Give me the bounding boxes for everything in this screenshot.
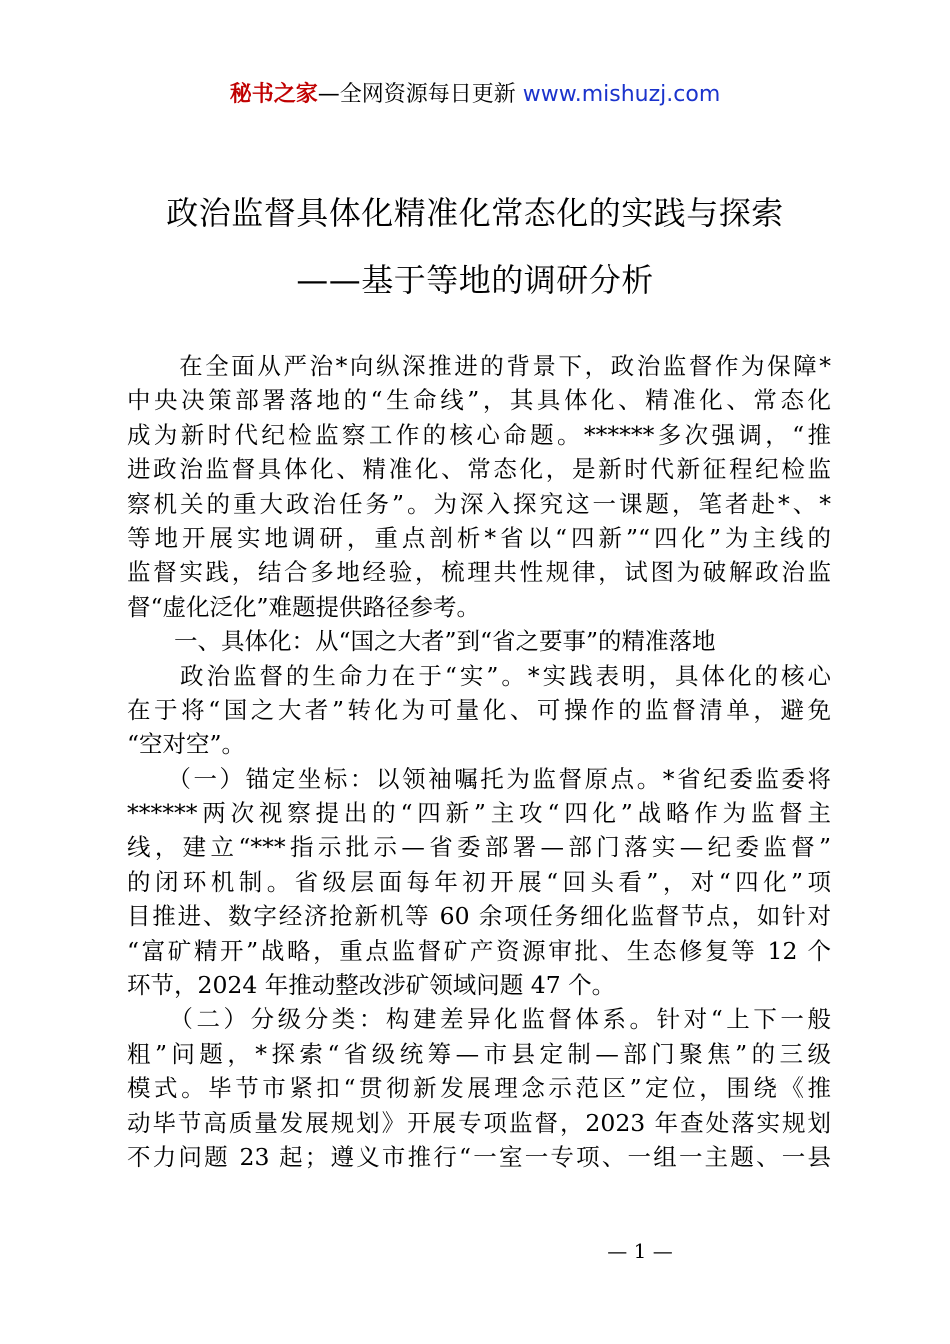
body-line: 一、具体化：从“国之大者”到“省之要事”的精准落地 (127, 627, 716, 656)
body-line: 动毕节高质量发展规划》开展专项监督，2023 年查处落实规划 (127, 1108, 831, 1137)
body-line: 在于将“国之大者”转化为可量化、可操作的监督清单，避免 (127, 695, 831, 724)
page-number: — 1 — (607, 1239, 673, 1263)
site-brand-name: 秘书之家 (229, 82, 318, 107)
body-line: 不力问题 23 起；遵义市推行“一室一专项、一组一主题、一县 (127, 1142, 831, 1171)
body-line: 粗”问题，*探索“省级统筹—市县定制—部门聚焦”的三级 (127, 1039, 831, 1068)
body-line: 察机关的重大政治任务”。为深入探究这一课题，笔者赴*、* (127, 489, 831, 518)
body-line: “空对空”。 (127, 730, 246, 759)
body-line: 督“虚化泛化”难题提供路径参考。 (127, 592, 481, 621)
body-line: ******两次视察提出的“四新”主攻“四化”战略作为监督主 (127, 799, 831, 828)
body-line: 模式。毕节市紧扣“贯彻新发展理念示范区”定位，围绕《推 (127, 1074, 831, 1103)
body-line: 政治监督的生命力在于“实”。*实践表明，具体化的核心 (127, 661, 831, 690)
site-url-link[interactable]: www.mishuzj.com (522, 82, 721, 107)
body-line: 中央决策部署落地的“生命线”，其具体化、精准化、常态化 (127, 386, 831, 415)
body-line: 等地开展实地调研，重点剖析*省以“四新”“四化”为主线的 (127, 523, 831, 552)
site-tagline: —全网资源每日更新 (317, 82, 523, 107)
body-line: 环节，2024 年推动整改涉矿领域问题 47 个。 (127, 971, 616, 1000)
document-subtitle: ——基于等地的调研分析 (296, 261, 654, 299)
body-line: 的闭环机制。省级层面每年初开展“回头看”，对“四化”项 (127, 867, 831, 896)
body-line: “富矿精开”战略，重点监督矿产资源审批、生态修复等 12 个 (127, 936, 831, 965)
document-body (127, 349, 831, 1174)
body-line: 进政治监督具体化、精准化、常态化，是新时代新征程纪检监 (127, 455, 831, 484)
body-line: 目推进、数字经济抢新机等 60 余项任务细化监督节点，如针对 (127, 902, 831, 931)
document-title: 政治监督具体化精准化常态化的实践与探索 (166, 194, 784, 232)
body-line: （二）分级分类：构建差异化监督体系。针对“上下一般 (127, 1005, 831, 1034)
body-line: 监督实践，结合多地经验，梳理共性规律，试图为破解政治监 (127, 558, 831, 587)
body-line: 在全面从严治*向纵深推进的背景下，政治监督作为保障* (127, 352, 831, 380)
site-watermark-header (0, 78, 950, 112)
body-line: 成为新时代纪检监察工作的核心命题。******多次强调，“推 (127, 420, 831, 449)
body-line: 线，建立“***指示批示—省委部署—部门落实—纪委监督” (127, 833, 831, 862)
body-line: （一）锚定坐标：以领袖嘱托为监督原点。*省纪委监委将 (127, 764, 831, 793)
